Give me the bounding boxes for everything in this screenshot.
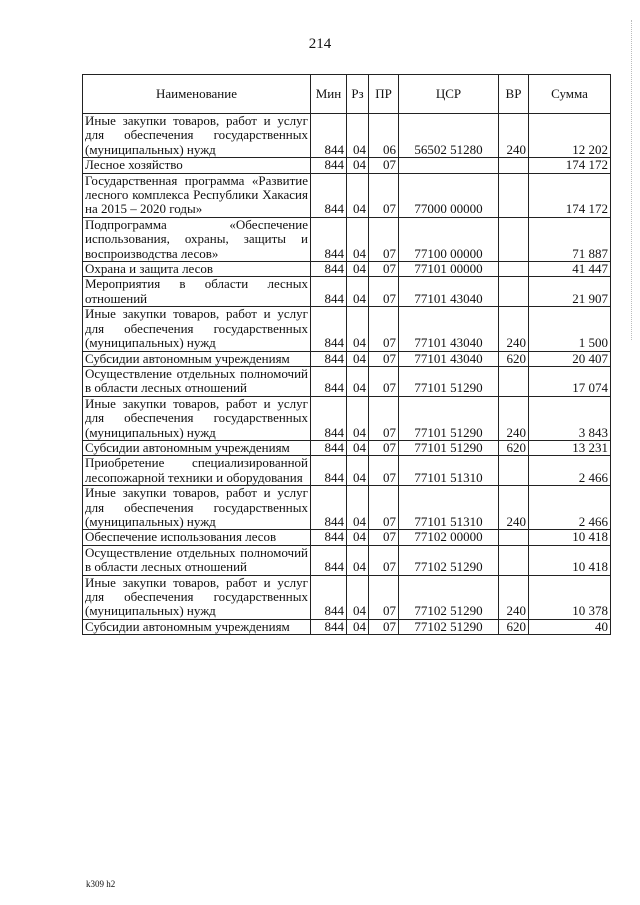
row-rz: 04 <box>347 366 369 396</box>
row-min: 844 <box>311 575 347 619</box>
row-rz: 04 <box>347 277 369 307</box>
table-row <box>83 114 611 158</box>
row-csr: 77101 00000 <box>399 262 499 277</box>
table-row <box>83 277 611 307</box>
row-rz: 04 <box>347 456 369 486</box>
row-pr: 07 <box>369 575 399 619</box>
row-pr: 07 <box>369 396 399 440</box>
table-row <box>83 456 611 486</box>
header-sum: Сумма <box>529 75 611 114</box>
row-min: 844 <box>311 366 347 396</box>
row-pr: 07 <box>369 545 399 575</box>
row-name: Субсидии автономным учреждениям <box>83 440 311 455</box>
table-row <box>83 262 611 277</box>
row-vr: 620 <box>499 440 529 455</box>
row-min: 844 <box>311 114 347 158</box>
row-name: Мероприятия в области лесных отношений <box>83 277 311 307</box>
row-pr: 07 <box>369 277 399 307</box>
row-csr: 77101 51310 <box>399 486 499 530</box>
row-vr <box>499 173 529 217</box>
row-min: 844 <box>311 351 347 366</box>
row-csr: 77101 43040 <box>399 277 499 307</box>
table-row <box>83 575 611 619</box>
row-csr: 77101 51290 <box>399 440 499 455</box>
row-csr: 77100 00000 <box>399 217 499 261</box>
row-name: Иные закупки товаров, работ и услуг для обеспечения государственных (муниципальных) нужд <box>83 575 311 619</box>
row-min: 844 <box>311 277 347 307</box>
table-body <box>83 114 611 635</box>
row-vr <box>499 217 529 261</box>
row-csr: 77102 00000 <box>399 530 499 545</box>
row-vr <box>499 545 529 575</box>
row-csr: 77102 51290 <box>399 545 499 575</box>
row-csr: 77000 00000 <box>399 173 499 217</box>
row-csr: 77102 51290 <box>399 575 499 619</box>
table-row <box>83 530 611 545</box>
row-min: 844 <box>311 440 347 455</box>
row-sum: 21 907 <box>529 277 611 307</box>
row-pr: 07 <box>369 262 399 277</box>
row-min: 844 <box>311 396 347 440</box>
row-rz: 04 <box>347 396 369 440</box>
row-min: 844 <box>311 173 347 217</box>
row-sum: 2 466 <box>529 486 611 530</box>
page-number: 214 <box>308 36 332 52</box>
row-name: Иные закупки товаров, работ и услуг для обеспечения государственных (муниципальных) нужд <box>83 486 311 530</box>
row-vr <box>499 366 529 396</box>
row-rz: 04 <box>347 173 369 217</box>
table-row <box>83 173 611 217</box>
row-csr: 77101 51310 <box>399 456 499 486</box>
row-sum: 10 418 <box>529 545 611 575</box>
row-csr: 77101 43040 <box>399 307 499 351</box>
row-name: Иные закупки товаров, работ и услуг для обеспечения государственных (муниципальных) нужд <box>83 396 311 440</box>
row-pr: 07 <box>369 351 399 366</box>
row-vr: 240 <box>499 114 529 158</box>
row-min: 844 <box>311 486 347 530</box>
header-pr: ПР <box>369 75 399 114</box>
row-vr: 240 <box>499 575 529 619</box>
row-rz: 04 <box>347 114 369 158</box>
table-row <box>83 351 611 366</box>
row-min: 844 <box>311 217 347 261</box>
row-vr: 240 <box>499 486 529 530</box>
row-csr: 77102 51290 <box>399 619 499 634</box>
footer-code: k309 h2 <box>86 879 116 889</box>
row-name: Субсидии автономным учреждениям <box>83 619 311 634</box>
row-pr: 07 <box>369 158 399 173</box>
scan-edge-marks <box>631 20 634 340</box>
row-vr <box>499 277 529 307</box>
row-rz: 04 <box>347 158 369 173</box>
row-name: Охрана и защита лесов <box>83 262 311 277</box>
row-name: Обеспечение использования лесов <box>83 530 311 545</box>
budget-table <box>82 74 611 635</box>
row-min: 844 <box>311 530 347 545</box>
header-vr: ВР <box>499 75 529 114</box>
row-sum: 71 887 <box>529 217 611 261</box>
row-sum: 10 418 <box>529 530 611 545</box>
row-vr <box>499 262 529 277</box>
table-row <box>83 396 611 440</box>
row-name: Подпрограмма «Обеспечение использования, охраны, защиты и воспроизводства лесов» <box>83 217 311 261</box>
table-row <box>83 486 611 530</box>
row-pr: 07 <box>369 440 399 455</box>
row-rz: 04 <box>347 619 369 634</box>
row-sum: 40 <box>529 619 611 634</box>
row-name: Иные закупки товаров, работ и услуг для обеспечения государственных (муниципальных) нужд <box>83 307 311 351</box>
row-rz: 04 <box>347 545 369 575</box>
row-csr <box>399 158 499 173</box>
table-row <box>83 158 611 173</box>
row-rz: 04 <box>347 530 369 545</box>
row-csr: 56502 51280 <box>399 114 499 158</box>
row-sum: 2 466 <box>529 456 611 486</box>
row-csr: 77101 51290 <box>399 396 499 440</box>
table-header-row <box>83 75 611 114</box>
row-pr: 07 <box>369 173 399 217</box>
row-sum: 41 447 <box>529 262 611 277</box>
row-min: 844 <box>311 545 347 575</box>
row-pr: 07 <box>369 307 399 351</box>
row-min: 844 <box>311 262 347 277</box>
row-rz: 04 <box>347 217 369 261</box>
row-min: 844 <box>311 619 347 634</box>
row-sum: 174 172 <box>529 158 611 173</box>
row-rz: 04 <box>347 307 369 351</box>
table-row <box>83 440 611 455</box>
row-pr: 07 <box>369 486 399 530</box>
header-rz: Рз <box>347 75 369 114</box>
row-rz: 04 <box>347 486 369 530</box>
row-vr <box>499 530 529 545</box>
table-row <box>83 217 611 261</box>
row-csr: 77101 51290 <box>399 366 499 396</box>
row-min: 844 <box>311 307 347 351</box>
row-vr: 620 <box>499 351 529 366</box>
row-name: Осуществление отдельных полномочий в области лесных отношений <box>83 366 311 396</box>
row-csr: 77101 43040 <box>399 351 499 366</box>
row-vr: 240 <box>499 307 529 351</box>
row-min: 844 <box>311 158 347 173</box>
table-row <box>83 307 611 351</box>
row-name: Осуществление отдельных полномочий в области лесных отношений <box>83 545 311 575</box>
row-sum: 17 074 <box>529 366 611 396</box>
row-sum: 3 843 <box>529 396 611 440</box>
table-row <box>83 619 611 634</box>
header-name: Наименование <box>83 75 311 114</box>
row-pr: 07 <box>369 217 399 261</box>
row-sum: 12 202 <box>529 114 611 158</box>
row-min: 844 <box>311 456 347 486</box>
row-sum: 20 407 <box>529 351 611 366</box>
row-pr: 07 <box>369 456 399 486</box>
header-min: Мин <box>311 75 347 114</box>
row-name: Иные закупки товаров, работ и услуг для обеспечения государственных (муниципальных) нужд <box>83 114 311 158</box>
row-sum: 13 231 <box>529 440 611 455</box>
row-pr: 07 <box>369 619 399 634</box>
row-sum: 1 500 <box>529 307 611 351</box>
row-name: Государственная программа «Развитие лесного комплекса Республики Хакасия на 2015 – 2020 годы» <box>83 173 311 217</box>
row-rz: 04 <box>347 351 369 366</box>
row-name: Приобретение специализированной лесопожарной техники и оборудования <box>83 456 311 486</box>
row-sum: 10 378 <box>529 575 611 619</box>
row-sum: 174 172 <box>529 173 611 217</box>
table-row <box>83 545 611 575</box>
header-csr: ЦСР <box>399 75 499 114</box>
row-pr: 07 <box>369 366 399 396</box>
row-name: Лесное хозяйство <box>83 158 311 173</box>
row-pr: 06 <box>369 114 399 158</box>
row-vr <box>499 456 529 486</box>
row-name: Субсидии автономным учреждениям <box>83 351 311 366</box>
row-vr: 620 <box>499 619 529 634</box>
row-rz: 04 <box>347 262 369 277</box>
row-pr: 07 <box>369 530 399 545</box>
row-vr <box>499 158 529 173</box>
table-row <box>83 366 611 396</box>
row-rz: 04 <box>347 440 369 455</box>
row-vr: 240 <box>499 396 529 440</box>
row-rz: 04 <box>347 575 369 619</box>
